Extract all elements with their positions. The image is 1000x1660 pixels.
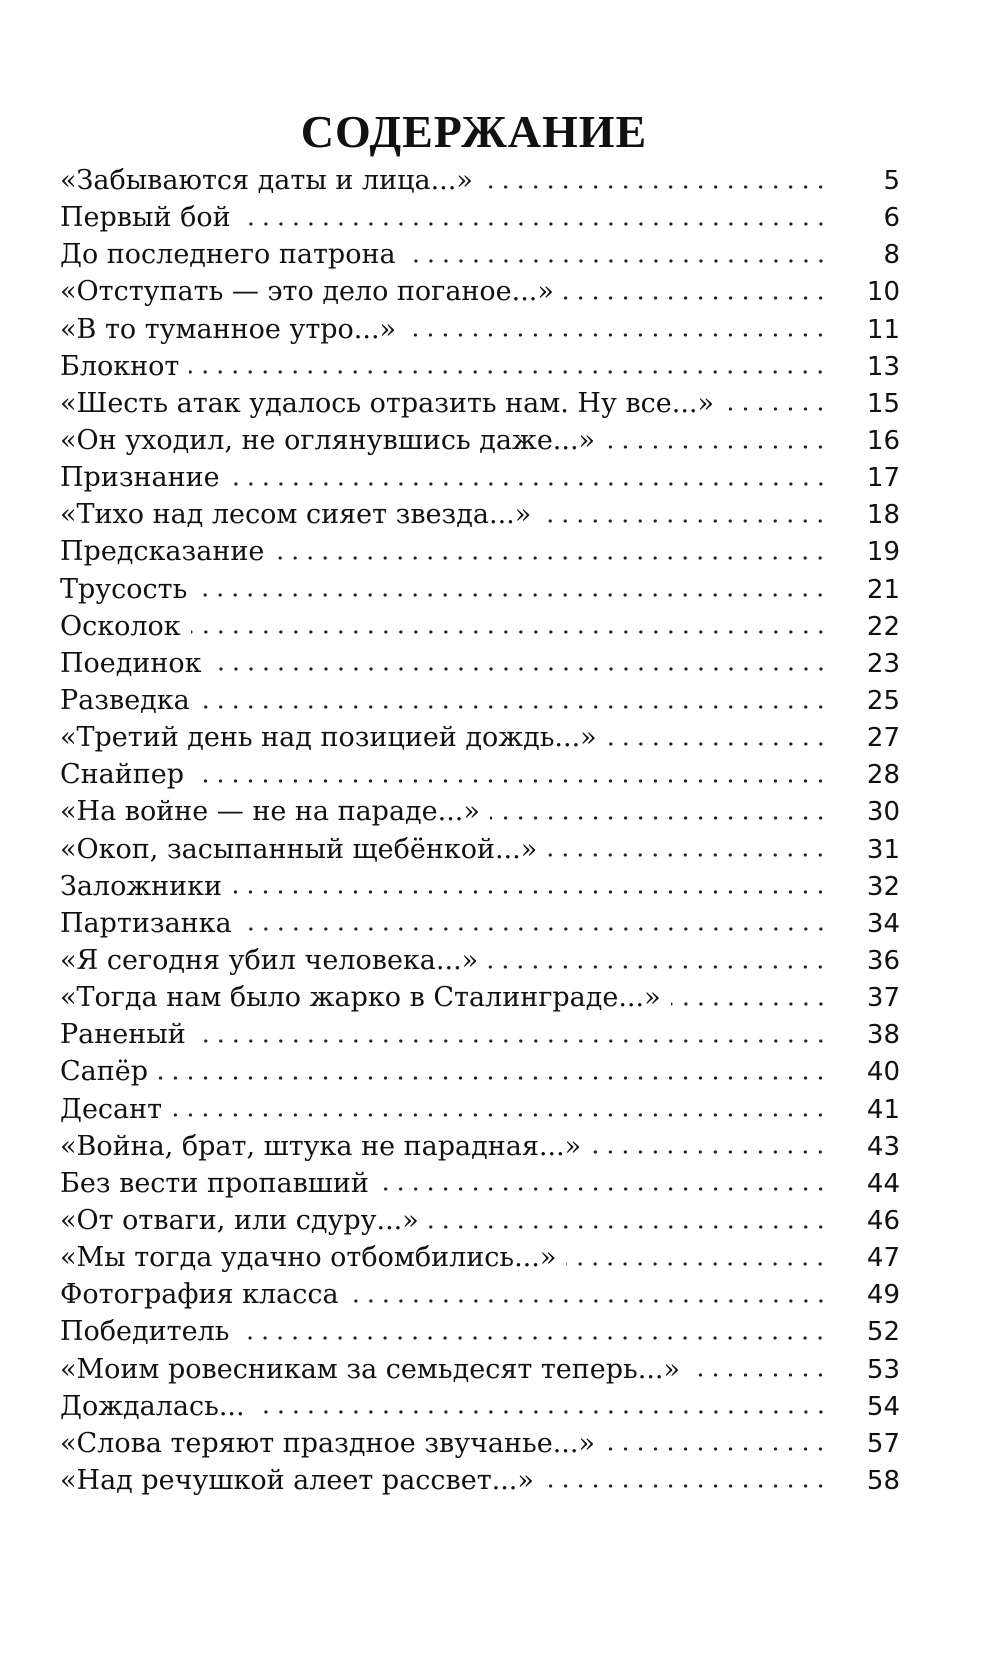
dot-leader — [158, 1076, 828, 1080]
toc-entry — [60, 1313, 900, 1350]
toc-entry-title: Десант — [60, 1093, 163, 1125]
toc-entry-page-number: 38 — [866, 1020, 900, 1051]
toc-entry-title: До последнего патрона — [60, 239, 396, 271]
toc-entry — [60, 1351, 900, 1388]
toc-entry-title: «От отваги, или сдуру...» — [60, 1204, 419, 1236]
toc-entry — [60, 682, 900, 719]
toc-entry-title: Заложники — [60, 870, 223, 902]
toc-entry-page-number: 17 — [866, 463, 900, 494]
toc-entry-title: Осколок — [60, 610, 181, 642]
dot-leader — [490, 816, 828, 820]
toc-entry-title: Предсказание — [60, 536, 265, 568]
dot-leader — [379, 1187, 828, 1191]
toc-entry-title: Дождалась... — [60, 1390, 245, 1422]
toc-entry-title: «Третий день над позицией дождь...» — [60, 722, 597, 754]
dot-leader — [255, 1410, 828, 1414]
toc-entry-page-number: 36 — [866, 945, 900, 976]
dot-leader — [671, 1002, 828, 1006]
toc-entry — [60, 645, 900, 682]
toc-entry-page-number: 11 — [866, 314, 900, 345]
dot-leader — [483, 185, 828, 189]
toc-entry-title: Разведка — [60, 684, 190, 716]
toc-entry-page-number: 5 — [883, 166, 900, 196]
toc-entry-title: «Он уходил, не оглянувшись даже...» — [60, 424, 596, 456]
toc-entry-page-number: 58 — [866, 1465, 900, 1496]
toc-entry-page-number: 18 — [866, 500, 900, 531]
toc-entry — [60, 571, 900, 608]
toc-entry-page-number: 15 — [866, 388, 900, 419]
toc-entry — [60, 1165, 900, 1202]
toc-entry-title: Фотография класса — [60, 1279, 339, 1311]
toc-entry-title: «Окоп, засыпанный щебёнкой...» — [60, 833, 538, 865]
dot-leader — [349, 1299, 828, 1303]
dot-leader — [541, 519, 828, 523]
toc-entry-page-number: 27 — [866, 723, 900, 754]
dot-leader — [605, 445, 828, 449]
toc-entry — [60, 1091, 900, 1128]
toc-entry — [60, 1388, 900, 1425]
dot-leader — [564, 296, 828, 300]
dot-leader — [406, 259, 828, 263]
toc-entry — [60, 979, 900, 1016]
dot-leader — [194, 779, 828, 783]
dot-leader — [566, 1262, 828, 1266]
toc-entry — [60, 868, 900, 905]
toc-entry — [60, 1462, 900, 1499]
toc-entry-title: «В то туманное утро...» — [60, 313, 397, 345]
dot-leader — [591, 1150, 828, 1154]
toc-entry — [60, 385, 900, 422]
toc-entry-title: «Моим ровесникам за семьдесят теперь...» — [60, 1353, 681, 1385]
dot-leader — [200, 705, 828, 709]
toc-entry-page-number: 41 — [866, 1094, 900, 1125]
dot-leader — [274, 556, 828, 560]
toc-entry — [60, 236, 900, 273]
toc-entry-page-number: 37 — [866, 983, 900, 1014]
toc-entry — [60, 756, 900, 793]
dot-leader — [239, 1336, 828, 1340]
dot-leader — [191, 630, 828, 634]
toc-entry-title: Победитель — [60, 1316, 230, 1348]
toc-entry-title: Трусость — [60, 573, 188, 605]
toc-entry-title: Снайпер — [60, 759, 185, 791]
dot-leader — [544, 1484, 828, 1488]
toc-entry-page-number: 54 — [866, 1391, 900, 1422]
toc-entry — [60, 1202, 900, 1239]
toc-entry — [60, 273, 900, 310]
toc-entry-title: «Над речушкой алеет рассвет...» — [60, 1464, 534, 1496]
toc-entry — [60, 422, 900, 459]
toc-entry — [60, 199, 900, 236]
toc-entry-title: «Забываются даты и лица...» — [60, 165, 473, 196]
dot-leader — [605, 1447, 828, 1451]
toc-entry — [60, 1016, 900, 1053]
toc-entry — [60, 311, 900, 348]
toc-entry-page-number: 30 — [866, 797, 900, 828]
toc-entry-title: «Война, брат, штука не парадная...» — [60, 1130, 582, 1162]
toc-entry-page-number: 10 — [866, 277, 900, 308]
toc-entry — [60, 793, 900, 830]
dot-leader — [607, 742, 828, 746]
toc-entry-page-number: 28 — [866, 760, 900, 791]
toc-entry-title: «Шесть атак удалось отразить нам. Ну все...» — [60, 387, 715, 419]
toc-entry-page-number: 44 — [866, 1168, 900, 1199]
dot-leader — [230, 482, 828, 486]
toc-entry — [60, 1276, 900, 1313]
toc-entry — [60, 942, 900, 979]
dot-leader — [406, 333, 828, 337]
dot-leader — [242, 927, 828, 931]
toc-entry-page-number: 53 — [866, 1354, 900, 1385]
dot-leader — [197, 593, 828, 597]
table-of-contents — [60, 162, 900, 1499]
toc-entry-title: «Тихо над лесом сияет звезда...» — [60, 499, 532, 531]
toc-entry-page-number: 16 — [866, 425, 900, 456]
toc-entry-title: «Отступать — это дело поганое...» — [60, 276, 554, 308]
dot-leader — [241, 222, 828, 226]
dot-leader — [724, 407, 828, 411]
toc-entry — [60, 1128, 900, 1165]
toc-entry — [60, 1053, 900, 1090]
toc-entry-title: Поединок — [60, 647, 202, 679]
toc-entry-page-number: 23 — [866, 648, 900, 679]
toc-entry-page-number: 40 — [866, 1057, 900, 1088]
toc-entry-title: Без вести пропавший — [60, 1167, 369, 1199]
toc-entry-page-number: 47 — [866, 1243, 900, 1274]
toc-entry — [60, 1425, 900, 1462]
toc-entry-page-number: 31 — [866, 834, 900, 865]
dot-leader — [547, 853, 828, 857]
toc-entry-title: «На войне — не на параде...» — [60, 796, 480, 828]
toc-entry — [60, 348, 900, 385]
toc-entry-page-number: 49 — [866, 1280, 900, 1311]
toc-entry-page-number: 13 — [866, 351, 900, 382]
toc-entry-title: «Мы тогда удачно отбомбились...» — [60, 1242, 557, 1274]
toc-entry-title: «Я сегодня убил человека...» — [60, 944, 479, 976]
toc-entry — [60, 608, 900, 645]
dot-leader — [189, 370, 828, 374]
toc-entry-page-number: 21 — [866, 574, 900, 605]
toc-entry-title: Блокнот — [60, 350, 180, 382]
toc-entry-page-number: 19 — [866, 537, 900, 568]
dot-leader — [429, 1225, 828, 1229]
dot-leader — [690, 1373, 828, 1377]
toc-entry-page-number: 8 — [883, 240, 900, 271]
toc-entry — [60, 905, 900, 942]
toc-entry — [60, 831, 900, 868]
dot-leader — [232, 890, 828, 894]
dot-leader — [212, 667, 828, 671]
toc-entry-title: «Тогда нам было жарко в Сталинграде...» — [60, 982, 661, 1014]
toc-entry — [60, 459, 900, 496]
page-title: СОДЕРЖАНИЕ — [300, 105, 648, 157]
toc-entry — [60, 533, 900, 570]
toc-entry-page-number: 25 — [866, 685, 900, 716]
dot-leader — [196, 1039, 828, 1043]
toc-entry-title: Признание — [60, 462, 220, 494]
toc-entry-title: Партизанка — [60, 907, 232, 939]
toc-entry — [60, 1239, 900, 1276]
dot-leader — [172, 1113, 828, 1117]
toc-entry-page-number: 57 — [866, 1428, 900, 1459]
toc-entry-page-number: 34 — [866, 908, 900, 939]
toc-entry — [60, 719, 900, 756]
toc-entry-page-number: 32 — [866, 871, 900, 902]
toc-entry-page-number: 22 — [866, 611, 900, 642]
toc-entry-page-number: 52 — [866, 1317, 900, 1348]
toc-entry-page-number: 6 — [883, 203, 900, 234]
toc-entry-title: Первый бой — [60, 202, 231, 234]
dot-leader — [488, 965, 828, 969]
toc-entry-title: Раненый — [60, 1019, 186, 1051]
toc-entry — [60, 496, 900, 533]
toc-entry-title: Сапёр — [60, 1056, 149, 1088]
toc-entry-page-number: 46 — [866, 1205, 900, 1236]
toc-entry-page-number: 43 — [866, 1131, 900, 1162]
toc-entry-title: «Слова теряют праздное звучанье...» — [60, 1427, 595, 1459]
toc-entry — [60, 162, 900, 199]
